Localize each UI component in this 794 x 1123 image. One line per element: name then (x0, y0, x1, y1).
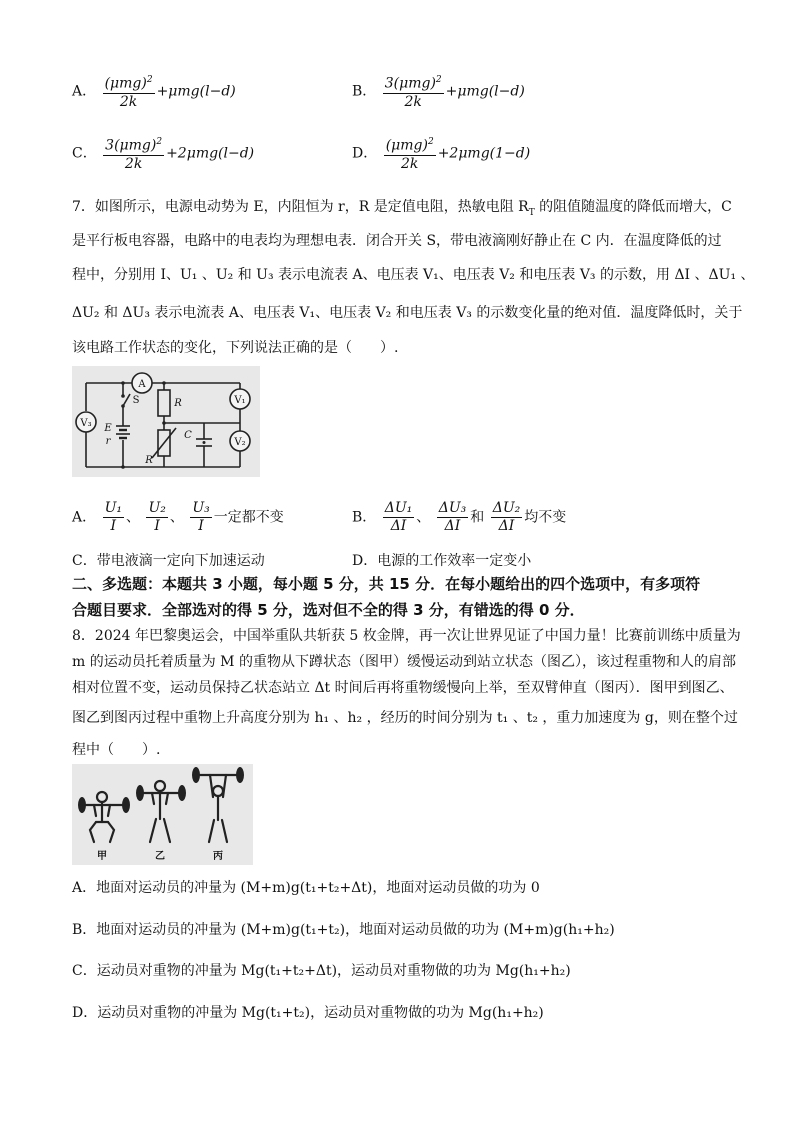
voltmeter-v3-label: V₃ (80, 418, 92, 429)
q7-option-b[interactable]: B． $\frac{\text{ΔU₁}}{\Delta I}$ 、 $\frac{\text{ΔU₃}}{\Delta I}$ 和 $\frac{\text{ΔU₂}}{\Delta I}$ 均不变 (352, 500, 567, 534)
q8-stem-line1: 8．2024 年巴黎奥运会，中国举重队共斩获 5 枚金牌，再一次让世界见证了中国力量！比赛前训练中质量为 (72, 628, 741, 644)
q8-option-a[interactable]: A．地面对运动员的冲量为 (M+m)g(t₁+t₂+Δt)，地面对运动员做的功为 0 (72, 880, 540, 896)
q7-stem-line1: 7．如图所示，电源电动势为 E，内阻恒为 r，R 是定值电阻，热敏电阻 $R_T$ 的阻值随温度的降低而增大，C (72, 199, 732, 218)
voltmeter-v1-label: V₁ (234, 395, 246, 406)
weightlifter-diagram (72, 764, 253, 865)
emf-label: E (104, 423, 112, 434)
q6-option-c[interactable]: C． $\frac{3(\mu mg)^2}{2k}$ +2μmg(l−d) (72, 134, 254, 173)
q8-stem-line3: 相对位置不变，运动员保持乙状态站立 Δt 时间后再将重物缓慢向上举，至双臂伸直（图丙）．图甲到图乙、 (72, 680, 734, 696)
q7-stem-line2: 是平行板电容器，电路中的电表均为理想电表．闭合开关 S，带电液滴刚好静止在 C 内．在温度降低的过 (72, 233, 722, 249)
fig-label-bing: 丙 (213, 851, 223, 862)
switch-label: S (132, 395, 140, 406)
q6-option-b[interactable]: B． $\frac{3(\mu mg)^2}{2k}$ +μmg(l−d) (352, 72, 525, 111)
q7-stem-line4: ΔU₂ 和 ΔU₃ 表示电流表 A、电压表 V₁、电压表 V₂ 和电压表 V₃ 的示数变化量的绝对值．温度降低时，关于 (72, 305, 743, 321)
q7-stem-line3: 程中，分别用 I、U₁ 、U₂ 和 U₃ 表示电流表 A、电压表 V₁、电压表 V₂ 和电压表 V₃ 的示数，用 ΔI 、ΔU₁ 、 (72, 267, 755, 283)
q7-stem-line5: 该电路工作状态的变化，下列说法正确的是（ ）. (72, 340, 399, 356)
q8-option-d[interactable]: D．运动员对重物的冲量为 Mg(t₁+t₂)，运动员对重物做的功为 Mg(h₁+h₂) (72, 1005, 544, 1021)
q8-stem-line5: 程中（ ）. (72, 742, 161, 758)
q8-stem-line4: 图乙到图丙过程中重物上升高度分别为 h₁ 、h₂ ，经历的时间分别为 t₁ 、t₂ ，重力加速度为 g，则在整个过 (72, 710, 738, 726)
section-heading-line2: 合题目要求．全部选对的得 5 分，选对但不全的得 3 分，有错选的得 0 分． (72, 601, 585, 619)
fig-label-yi: 乙 (155, 851, 165, 862)
circuit-diagram (72, 366, 260, 477)
q6-option-a[interactable]: A． $\frac{(\mu mg)^2}{2k}$ +μmg(l−d) (72, 72, 236, 111)
q8-option-b[interactable]: B．地面对运动员的冲量为 (M+m)g(t₁+t₂)，地面对运动员做的功为 (M+m)g(h₁+h₂) (72, 922, 615, 938)
internal-r-label: r (105, 436, 111, 447)
capacitor-label: C (184, 430, 192, 441)
q8-stem-line2: m 的运动员托着质量为 M 的重物从下蹲状态（图甲）缓慢运动到站立状态（图乙），该过程重物和人的肩部 (72, 654, 736, 670)
thermistor-label: R (145, 455, 153, 466)
q7-option-a[interactable]: A． $\frac{\text{U₁}}{I}$ 、 $\frac{\text{U₂}}{I}$ 、 $\frac{\text{U₃}}{I}$ 一定都不变 (72, 500, 284, 534)
voltmeter-v2-label: V₂ (234, 437, 246, 448)
weightlifter-figure (72, 764, 253, 865)
q7-option-c[interactable]: C．带电液滴一定向下加速运动 (72, 553, 265, 569)
q8-option-c[interactable]: C．运动员对重物的冲量为 Mg(t₁+t₂+Δt)，运动员对重物做的功为 Mg(h₁+h₂) (72, 963, 571, 979)
q7-option-d[interactable]: D．电源的工作效率一定变小 (352, 553, 532, 569)
circuit-figure (72, 366, 260, 477)
ammeter-label: A (138, 379, 146, 390)
resistor-r-label: R (174, 398, 182, 409)
fig-label-jia: 甲 (97, 851, 107, 862)
section-heading-line1: 二、多选题：本题共 3 小题，每小题 5 分，共 15 分．在每小题给出的四个选项中，有多项符 (72, 575, 701, 593)
q6-option-d[interactable]: D． $\frac{(\mu mg)^2}{2k}$ +2μmg(1−d) (352, 134, 530, 173)
